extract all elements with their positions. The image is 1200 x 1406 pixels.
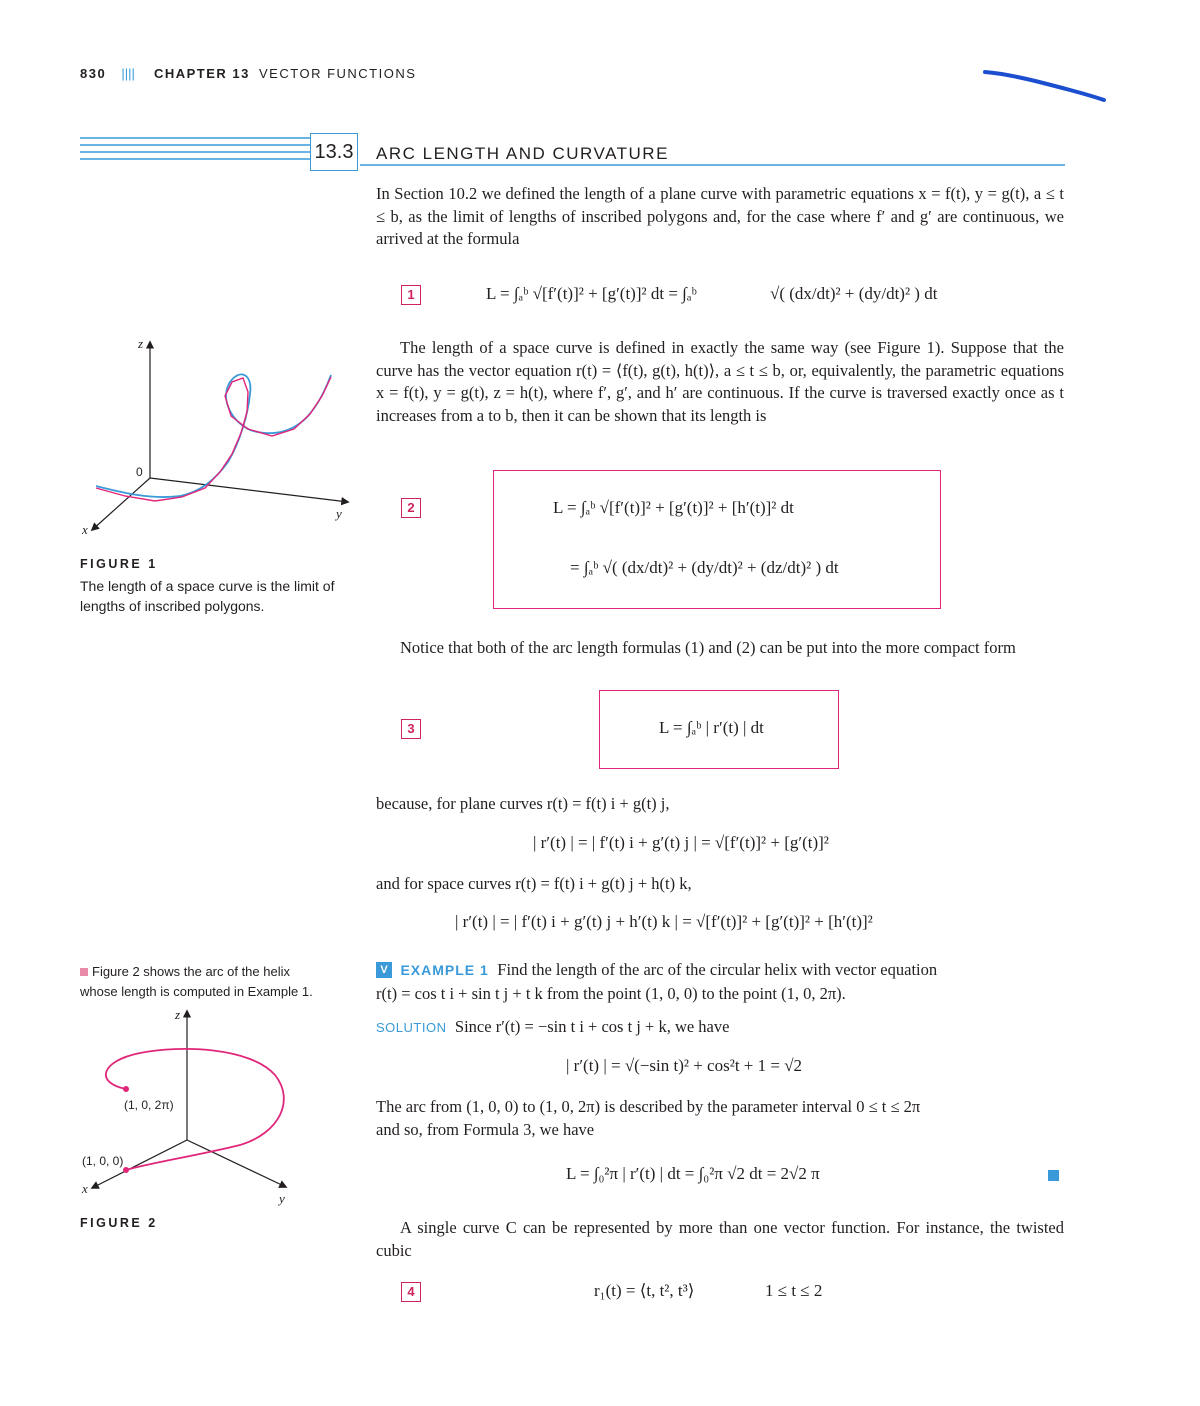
figure-1-y-axis	[150, 478, 348, 502]
figure-1-title: FIGURE 1	[80, 557, 158, 571]
equation-number-1: 1	[401, 285, 421, 305]
equation-space-norm: | r′(t) | = | f′(t) i + g′(t) j + h′(t) k | = √[f′(t)]² + [g′(t)]² + [h′(t)]²	[455, 912, 873, 931]
solution-line	[376, 1017, 729, 1037]
note-square-icon	[80, 968, 88, 976]
end-of-example-square	[1048, 1170, 1059, 1181]
equation-plane-norm: | r′(t) | = | f′(t) i + g′(t) j | = √[f′(t)]² + [g′(t)]²	[533, 833, 829, 852]
chapter-label: CHAPTER 13	[153, 66, 250, 81]
compact-form-paragraph: Notice that both of the arc length formulas (1) and (2) can be put into the more compact form	[400, 638, 1016, 657]
equation-1-part-a: L = ∫ₐᵇ √[f′(t)]² + [g′(t)]² dt = ∫ₐᵇ	[486, 284, 697, 303]
example-text-2: r(t) = cos t i + sin t j + t k from the point (1, 0, 0) to the point (1, 0, 2π).	[376, 984, 846, 1003]
figure-2-title: FIGURE 2	[80, 1216, 158, 1230]
figure-2-point-bottom-label: (1, 0, 0)	[82, 1154, 124, 1168]
section-number: 13.3	[314, 141, 354, 163]
page-number: 830	[80, 66, 107, 81]
figure-1-origin-label: 0	[136, 465, 143, 479]
equation-norm-result: | r′(t) | = √(−sin t)² + cos²t + 1 = √2	[566, 1056, 803, 1075]
figure-2-point-start	[123, 1167, 129, 1173]
intro-paragraph: In Section 10.2 we defined the length of a plane curve with parametric equations x = f(t), y = g(t), a ≤ t ≤ b, as the limit of lengths of inscribed polygons and, for the case where f′ and g′ are continuous, we arrived at the formula	[376, 184, 1064, 249]
pen-stroke-mark	[980, 64, 1110, 108]
equation-1-part-b: √( (dx/dt)² + (dy/dt)² ) dt	[770, 284, 938, 303]
solution-label: SOLUTION	[376, 1020, 447, 1035]
example-label: EXAMPLE 1	[400, 962, 489, 978]
figure-2-x-label: x	[82, 1181, 88, 1196]
section-number-box	[310, 133, 358, 171]
equation-2-line-1: L = ∫ₐᵇ √[f′(t)]² + [g′(t)]² + [h′(t)]² dt	[553, 498, 794, 517]
figure-2-z-label: z	[175, 1007, 181, 1022]
equation-4: r₁(t) = ⟨t, t², t³⟩	[594, 1281, 695, 1300]
figure-2-point-top-label: (1, 0, 2π)	[124, 1098, 174, 1112]
chapter-title: VECTOR FUNCTIONS	[259, 66, 417, 81]
figure-2-y-axis	[187, 1140, 286, 1187]
equation-4-range: 1 ≤ t ≤ 2	[765, 1281, 823, 1300]
figure-1-x-axis	[92, 478, 150, 530]
figure-1-caption: The length of a space curve is the limit of lengths of inscribed polygons.	[80, 578, 335, 614]
example-badge: V	[376, 962, 392, 978]
arc-text-1: The arc from (1, 0, 0) to (1, 0, 2π) is described by the parameter interval 0 ≤ t ≤ 2π	[376, 1097, 921, 1116]
equation-number-2: 2	[401, 498, 421, 518]
plane-curves-line: because, for plane curves r(t) = f(t) i + g(t) j,	[376, 794, 670, 813]
space-curves-line: and for space curves r(t) = f(t) i + g(t) j + h(t) k,	[376, 874, 692, 893]
header-bars: ||||	[121, 66, 135, 81]
figure-1-inscribed-polygon	[96, 377, 331, 501]
twisted-cubic-paragraph: A single curve C can be represented by more than one vector function. For instance, the twisted cubic	[376, 1218, 1064, 1260]
space-curve-paragraph: The length of a space curve is defined in exactly the same way (see Figure 1). Suppose that the curve has the vector equation r(t) = ⟨f(t), g(t), h(t)⟩, a ≤ t ≤ b, or, equivalently, the parametric equations x = f(t), y = g(t), z = h(t), where f′, g′, and h′ are continuous. If the curve is traversed exactly once as t increases from a to b, then it can be shown that its length is	[376, 338, 1064, 425]
figure-2-note-text: Figure 2 shows the arc of the helix whose length is computed in Example 1.	[80, 964, 313, 999]
equation-number-4: 4	[401, 1282, 421, 1302]
example-1-heading	[376, 960, 937, 980]
example-text-1: Find the length of the arc of the circular helix with vector equation	[497, 960, 938, 979]
running-header	[80, 66, 416, 81]
equation-number-3: 3	[401, 719, 421, 739]
figure-2-helix	[80, 1005, 340, 1210]
figure-1-y-label: y	[336, 506, 342, 521]
formula-box-2	[493, 470, 941, 609]
equation-2-line-2: = ∫ₐᵇ √( (dx/dt)² + (dy/dt)² + (dz/dt)² ) dt	[570, 558, 839, 577]
equation-arc-length-result: L = ∫₀²π | r′(t) | dt = ∫₀²π √2 dt = 2√2 π	[566, 1164, 820, 1183]
figure-1-z-label: z	[138, 336, 144, 351]
figure-2-margin-note	[80, 962, 320, 1002]
figure-1-x-label: x	[82, 522, 88, 537]
figure-1-space-curve	[80, 330, 370, 545]
figure-2-point-end	[123, 1086, 129, 1092]
equation-3: L = ∫ₐᵇ | r′(t) | dt	[659, 718, 764, 737]
figure-2-y-label: y	[279, 1191, 285, 1206]
solution-text: Since r′(t) = −sin t i + cos t j + k, we have	[454, 1017, 730, 1036]
arc-text-2: and so, from Formula 3, we have	[376, 1120, 595, 1139]
section-title: ARC LENGTH AND CURVATURE	[376, 144, 669, 163]
